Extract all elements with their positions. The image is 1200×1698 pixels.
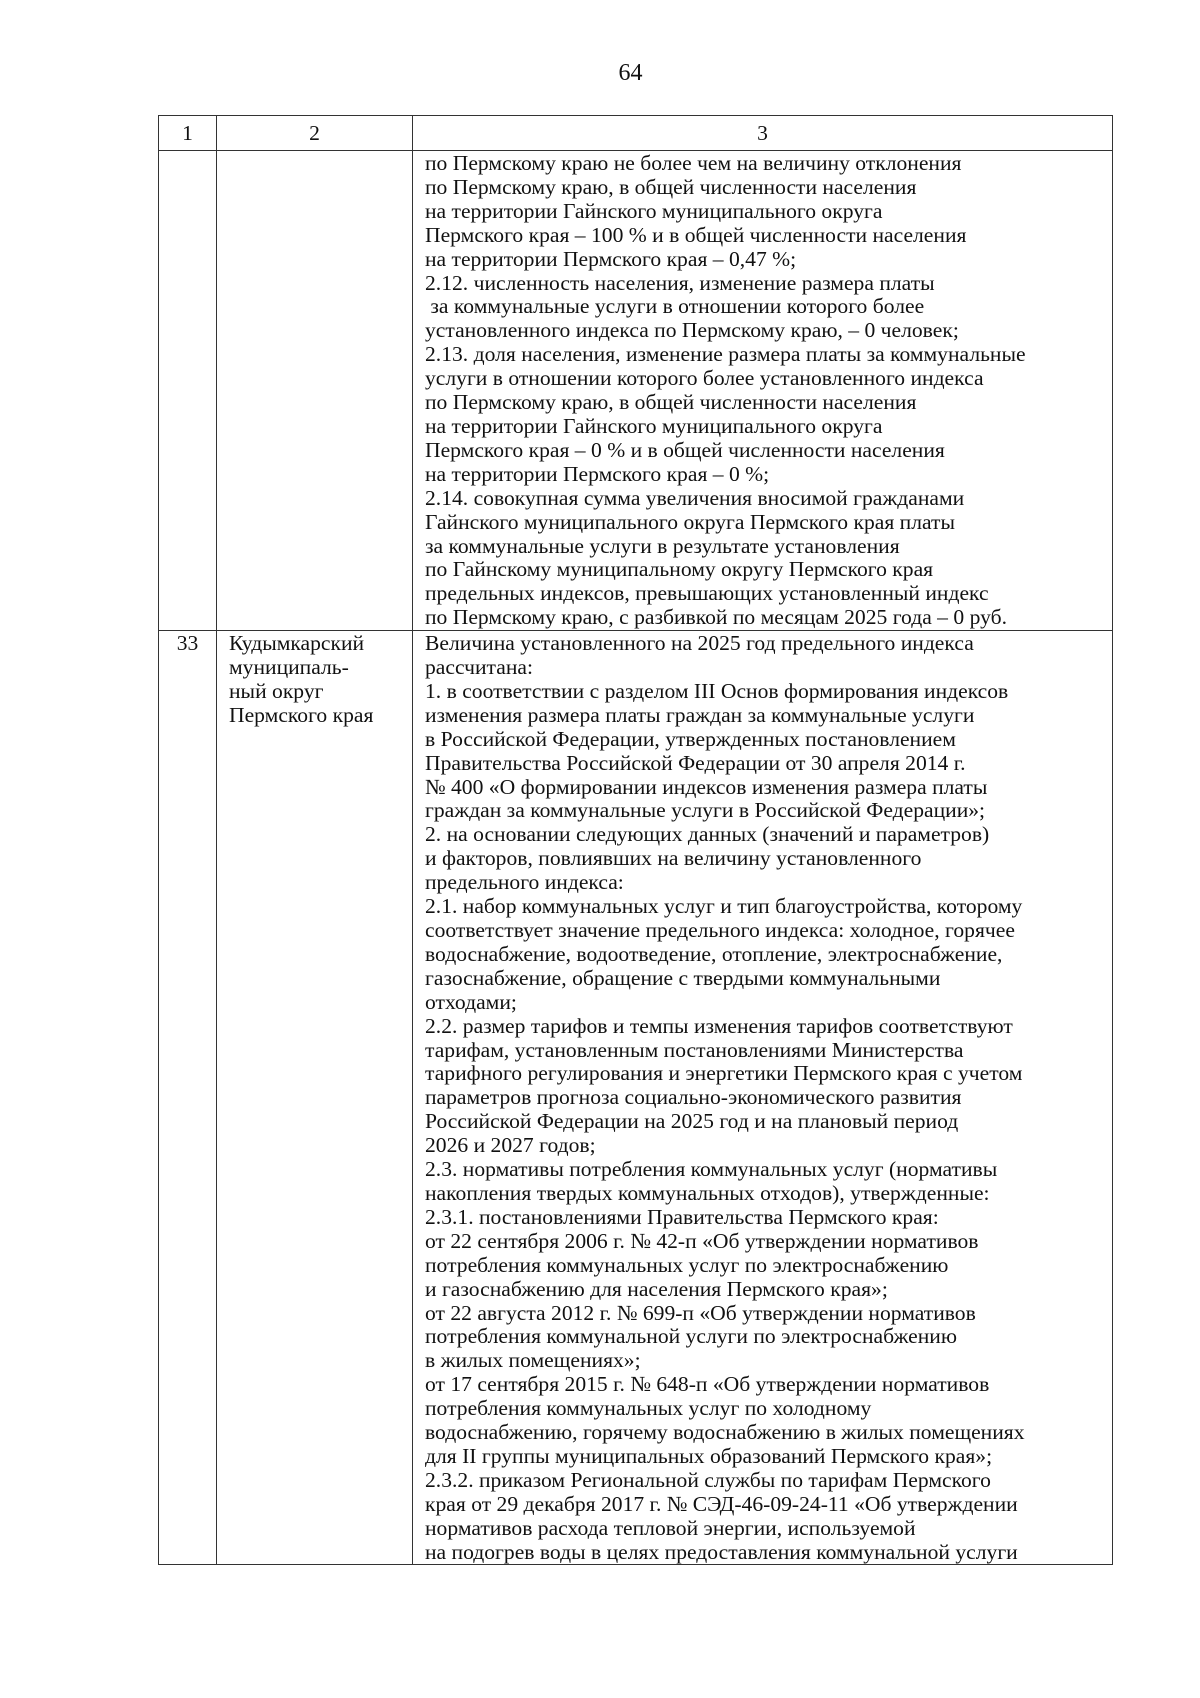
text-line: тарифного регулирования и энергетики Пермского края с учетом [425,1061,1023,1086]
text-line: на подогрев воды в целях предоставления коммунальной услуги [425,1539,1018,1564]
text-line: потребления коммунальных услуг по холодному [425,1396,872,1421]
text-line: водоснабжение, водоотведение, отопление, электроснабжение, [425,941,1003,966]
text-line: от 17 сентября 2015 г. № 648-п «Об утверждении нормативов [425,1372,990,1397]
page-number: 64 [618,60,643,86]
text-line: 2.12. численность населения, изменение размера платы [425,270,935,295]
text-line: за коммунальные услуги в отношении которого более [425,294,925,319]
text-line: установленного индекса по Пермскому краю, – 0 человек; [425,318,959,343]
text-line: нормативов расхода тепловой энергии, используемой [425,1515,916,1540]
text-line: рассчитана: [425,655,533,680]
text-line: 2.2. размер тарифов и темпы изменения тарифов соответствуют [425,1013,1013,1038]
municipality-name-cell [217,631,413,1565]
text-line: от 22 августа 2012 г. № 699-п «Об утверждении нормативов [425,1300,976,1325]
text-line: 2.3.1. постановлениями Правительства Пермского края: [425,1204,939,1229]
text-line: края от 29 декабря 2017 г. № СЭД-46-09-24-11 «Об утверждении [425,1491,1018,1516]
text-line: Пермского края – 0 % и в общей численности населения [425,437,945,462]
text-line: ный округ [229,678,324,703]
regional-index-table [158,115,1113,1565]
text-line: 2.3. нормативы потребления коммунальных услуг (нормативы [425,1157,998,1182]
text-line: по Гайнскому муниципальному округу Пермского края [425,557,934,582]
text-line: Правительства Российской Федерации от 30 апреля 2014 г. [425,750,966,775]
description-lines [425,152,1110,630]
text-line: 2. на основании следующих данных (значений и параметров) [425,822,990,847]
text-line: от 22 сентября 2006 г. № 42-п «Об утверждении нормативов [425,1228,979,1253]
text-line: 2.14. совокупная сумма увеличения вносимой гражданами [425,485,965,510]
text-line: газоснабжение, обращение с твердыми коммунальными [425,965,941,990]
text-line: предельных индексов, превышающих установленный индекс [425,581,989,606]
text-line: потребления коммунальной услуги по электроснабжению [425,1324,957,1349]
text-line: на территории Гайнского муниципального округа [425,198,883,223]
text-line: на территории Гайнского муниципального округа [425,413,883,438]
text-line: и факторов, повлиявших на величину установленного [425,846,922,871]
text-line: накопления твердых коммунальных отходов), утвержденные: [425,1180,990,1205]
text-line: на территории Пермского края – 0 %; [425,461,770,486]
text-line: за коммунальные услуги в результате установления [425,533,900,558]
row-number-cell: 33 [159,631,217,1565]
text-line: предельного индекса: [425,870,624,895]
header-col-3: 3 [413,116,1113,151]
text-line: № 400 «О формировании индексов изменения размера платы [425,774,988,799]
text-line: по Пермскому краю, с разбивкой по месяцам 2025 года – 0 руб. [425,605,1007,630]
text-line: услуги в отношении которого более установленного индекса [425,366,984,391]
header-col-1: 1 [159,116,217,151]
municipality-name-cell [217,151,413,631]
text-line: Гайнского муниципального округа Пермского края платы [425,509,955,534]
row-number-cell [159,151,217,631]
description-cell [413,151,1113,631]
text-line: изменения размера платы граждан за коммунальные услуги [425,702,975,727]
text-line: параметров прогноза социально-экономического развития [425,1085,962,1110]
table-row-33 [159,631,1113,1565]
text-line: муниципаль- [229,655,349,680]
text-line: граждан за коммунальные услуги в Российской Федерации»; [425,798,986,823]
text-line: тарифам, установленным постановлениями Министерства [425,1037,964,1062]
text-line: 2.3.2. приказом Региональной службы по тарифам Пермского [425,1467,991,1492]
text-line: 2026 и 2027 годов; [425,1133,596,1158]
text-line: Пермского края – 100 % и в общей численности населения [425,222,967,247]
text-line: по Пермскому краю, в общей численности населения [425,174,917,199]
text-line: 2.13. доля населения, изменение размера платы за коммунальные [425,342,1026,367]
text-line: по Пермскому краю, в общей численности населения [425,390,917,415]
text-line: Пермского края [229,702,374,727]
description-cell [413,631,1113,1565]
text-line: для II группы муниципальных образований Пермского края»; [425,1443,993,1468]
text-line: отходами; [425,989,517,1014]
header-col-2: 2 [217,116,413,151]
text-line: Российской Федерации на 2025 год и на плановый период [425,1109,959,1134]
table-header-row [159,116,1113,151]
text-line: по Пермскому краю не более чем на величину отклонения [425,151,962,175]
text-line: и газоснабжению для населения Пермского края»; [425,1276,888,1301]
text-line: в жилых помещениях»; [425,1348,641,1373]
text-line: в Российской Федерации, утвержденных постановлением [425,726,956,751]
description-lines [425,632,1110,1564]
municipality-name-lines [229,632,408,728]
text-line: водоснабжению, горячему водоснабжению в жилых помещениях [425,1420,1025,1445]
text-line: Кудымкарский [229,631,365,656]
table-row-continued [159,151,1113,631]
text-line: 1. в соответствии с разделом III Основ формирования индексов [425,678,1009,703]
text-line: соответствует значение предельного индекса: холодное, горячее [425,918,1015,942]
text-line: Величина установленного на 2025 год предельного индекса [425,631,974,656]
text-line: на территории Пермского края – 0,47 %; [425,246,797,271]
text-line: потребления коммунальных услуг по электроснабжению [425,1252,949,1277]
text-line: 2.1. набор коммунальных услуг и тип благоустройства, которому [425,894,1023,919]
